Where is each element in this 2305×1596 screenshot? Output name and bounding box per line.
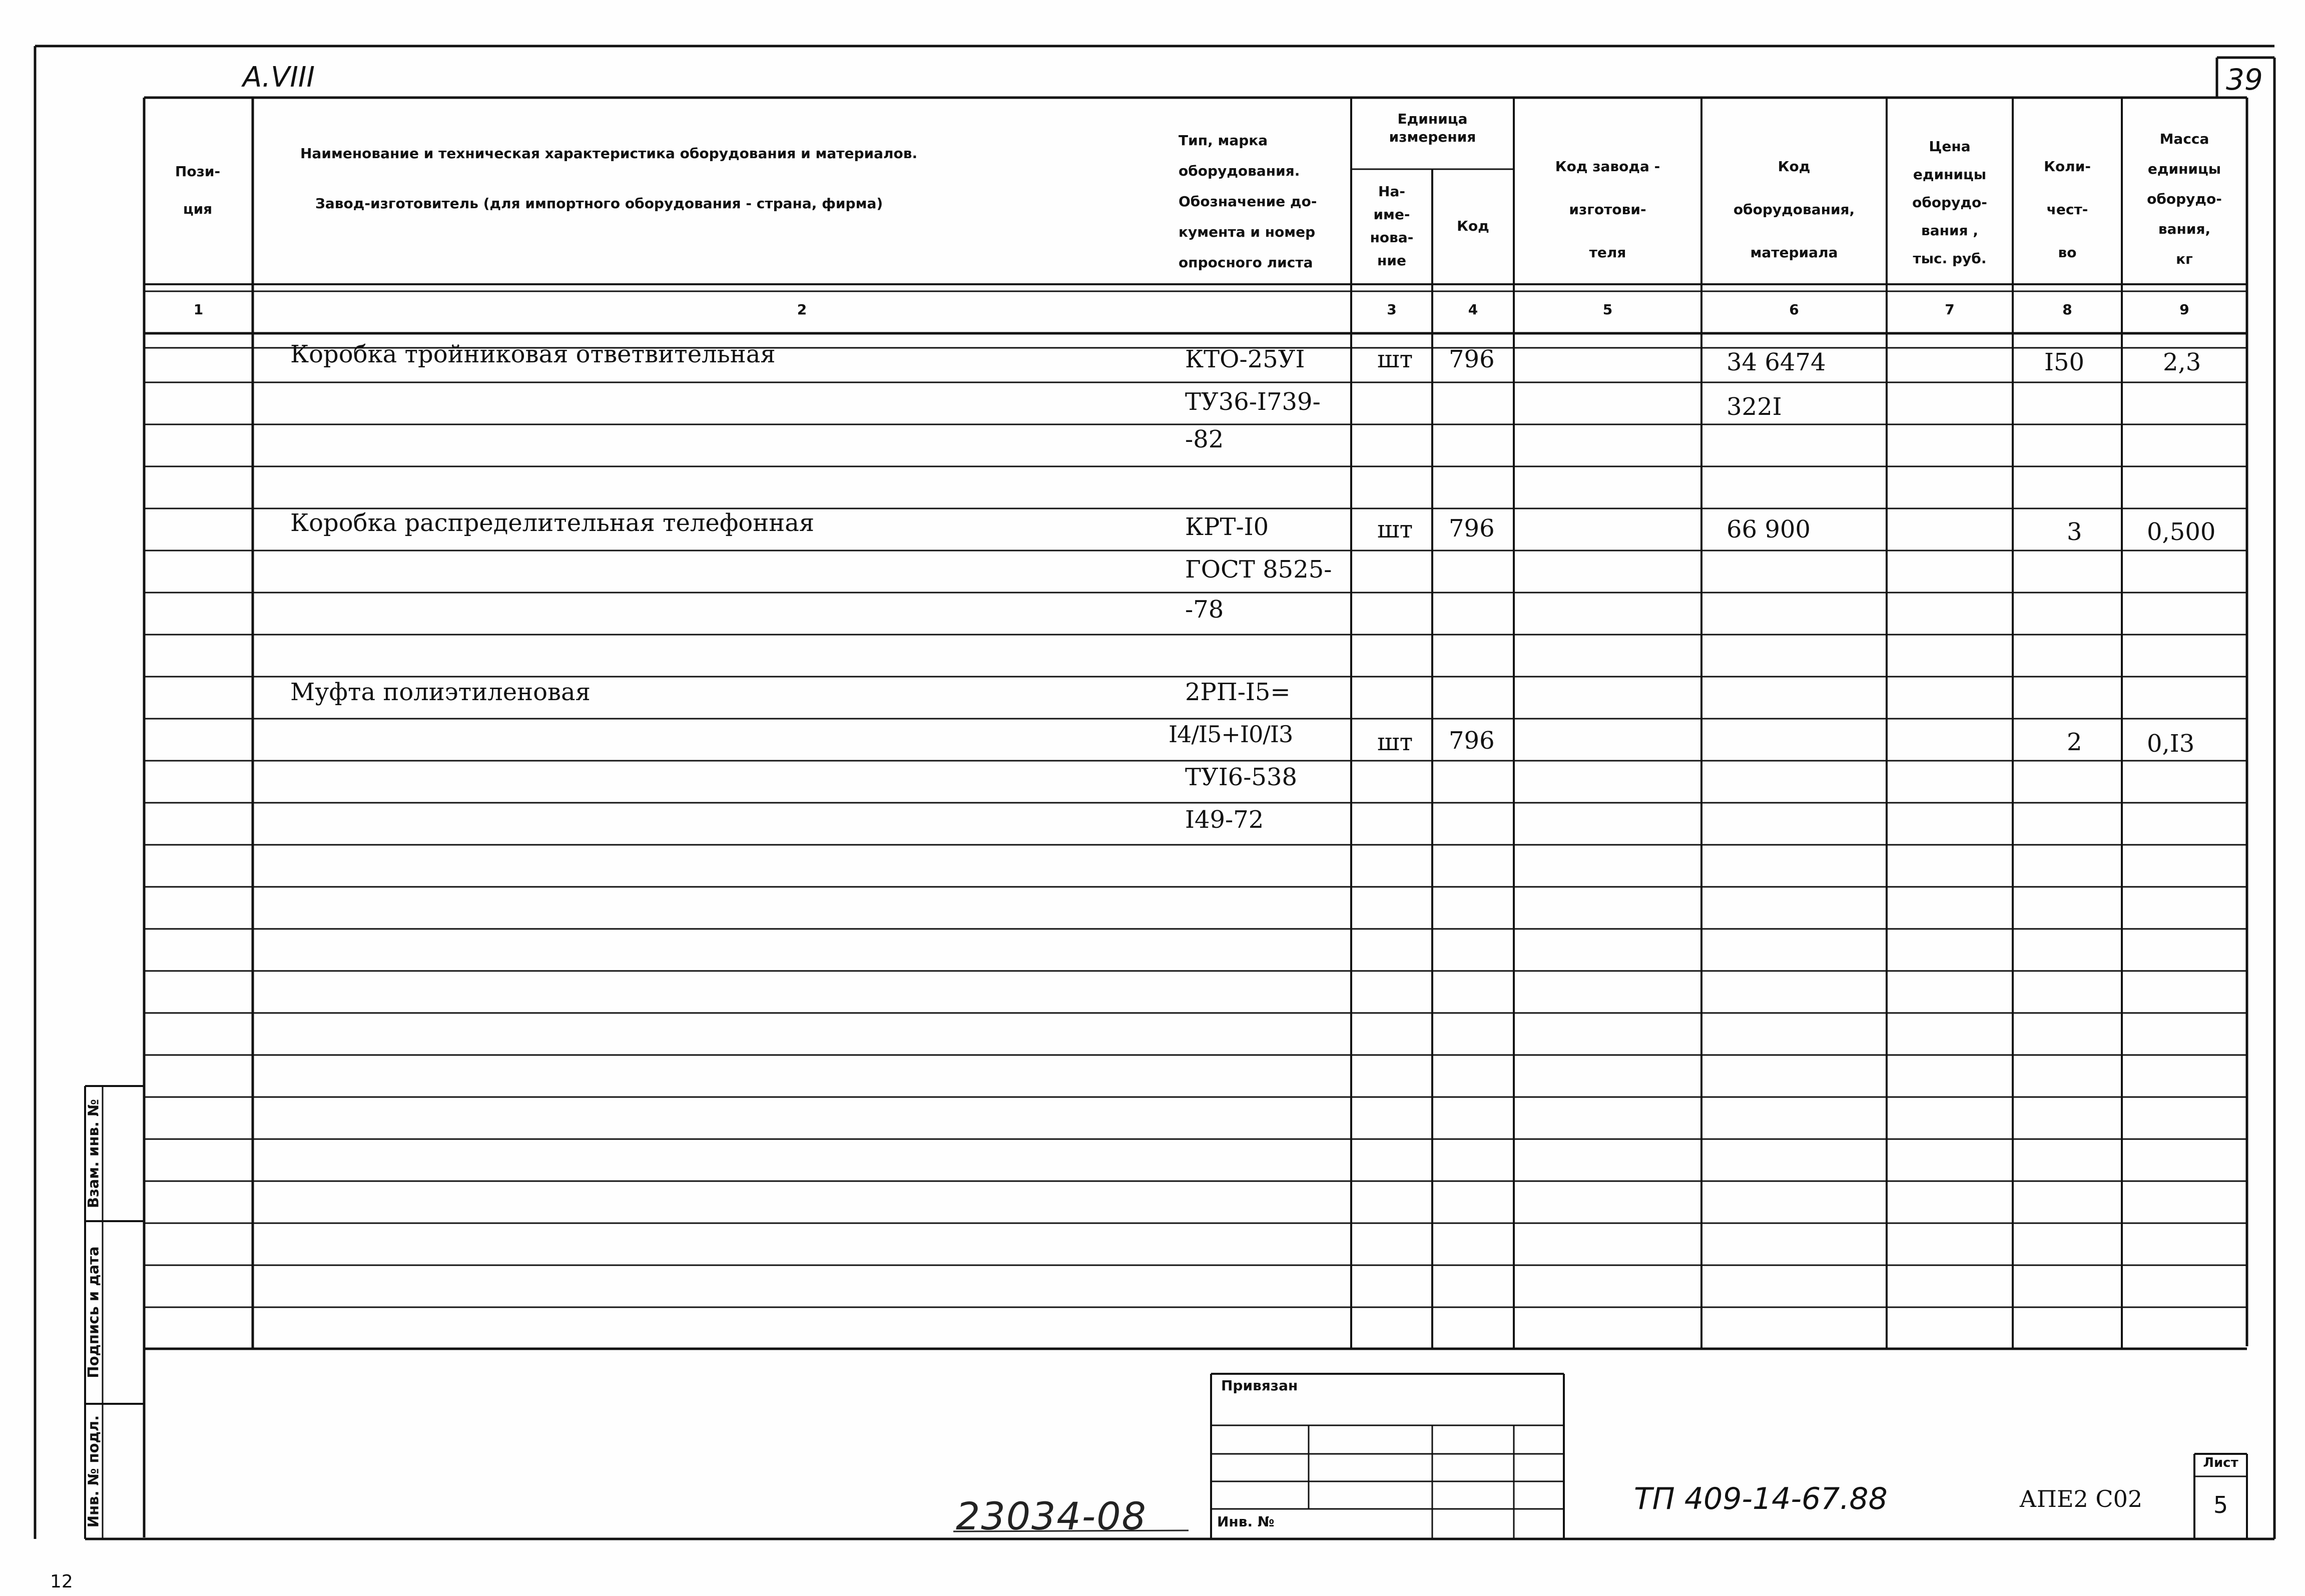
header-mass: Масса единицы оборудо- вания, кг — [2147, 131, 2222, 267]
row-item-name: Коробка распределительная телефонная — [290, 509, 815, 537]
row-item-name: Коробка тройниковая ответвительная — [290, 340, 776, 368]
header-price: Цена единицы оборудо- вания , тыс. руб. — [1912, 138, 1987, 267]
row-item-type: -78 — [1185, 596, 1224, 624]
column-number: 7 — [1945, 301, 1955, 318]
row-item-unit-code: 796 — [1449, 345, 1495, 373]
row-item-quantity: 3 — [2067, 518, 2082, 546]
handwritten-code: 23034-08 — [956, 1494, 1147, 1538]
album-code: АПЕ2 С02 — [2019, 1485, 2143, 1512]
row-item-unit: шт — [1377, 345, 1413, 373]
header-equipment-code: Код оборудования, материала — [1733, 158, 1855, 261]
stamp-original-inv: Инв. № подл. — [85, 1415, 102, 1528]
row-item-type: КРТ-I0 — [1185, 513, 1269, 541]
row-item-unit: шт — [1377, 515, 1413, 544]
row-item-equipment-code: 34 6474 — [1726, 348, 1826, 376]
row-item-mass: 2,3 — [2163, 348, 2201, 376]
column-number: 4 — [1468, 301, 1478, 318]
header-quantity: Коли- чест- во — [2044, 158, 2091, 261]
row-item-equipment-code: 322I — [1726, 393, 1782, 421]
row-item-type: ТУ36-I739- — [1185, 388, 1321, 416]
row-item-mass: 0,500 — [2147, 518, 2216, 546]
row-item-unit-code: 796 — [1449, 727, 1495, 755]
attached-label: Привязан — [1221, 1377, 1298, 1394]
row-item-type: 2РП-I5= — [1185, 678, 1291, 706]
stamp-signature-date: Подпись и дата — [85, 1246, 102, 1378]
column-number: 2 — [797, 301, 807, 318]
bottom-left-mark: 12 — [50, 1571, 73, 1592]
row-item-unit: шт — [1377, 728, 1413, 756]
row-item-type: I49-72 — [1185, 806, 1264, 834]
header-unit-code: Код — [1457, 218, 1489, 234]
document-code: ТП 409-14-67.88 — [1634, 1481, 1888, 1516]
column-number: 8 — [2062, 301, 2072, 318]
row-item-type: КТО-25УI — [1185, 345, 1305, 373]
row-item-quantity: I50 — [2044, 348, 2085, 376]
header-manufacturer: Завод-изготовитель (для импортного оборудования - страна, фирма) — [315, 195, 883, 212]
header-type: Тип, марка оборудования. Обозначение до- кумента и номер опросного листа — [1179, 132, 1317, 271]
header-unit-name: На- име- нова- ние — [1370, 183, 1414, 269]
header-name: Наименование и техническая характеристика оборудования и материалов. — [300, 145, 918, 162]
column-number: 5 — [1602, 301, 1613, 318]
row-item-mass: 0,I3 — [2147, 730, 2195, 758]
row-item-type: -82 — [1185, 425, 1224, 453]
row-item-unit-code: 796 — [1449, 514, 1495, 543]
row-item-type: I4/I5+I0/I3 — [1169, 721, 1293, 748]
row-item-name: Муфта полиэтиленовая — [290, 678, 591, 706]
header-position: Пози- ция — [175, 163, 221, 217]
column-number: 9 — [2179, 301, 2189, 318]
row-item-equipment-code: 66 900 — [1726, 515, 1811, 544]
page-number: 39 — [2226, 63, 2263, 97]
header-unit-group: Единица измерения — [1389, 111, 1476, 145]
sheet-number: 5 — [2213, 1491, 2228, 1518]
header-plant-code: Код завода - изготови- теля — [1555, 158, 1660, 261]
row-item-quantity: 2 — [2067, 728, 2082, 756]
inv-number-label: Инв. № — [1217, 1513, 1275, 1530]
column-number: 6 — [1789, 301, 1799, 318]
row-item-type: ГОСТ 8525- — [1185, 556, 1332, 584]
stamp-replacement-inv: Взам. инв. № — [85, 1099, 102, 1209]
sheet-label: Лист — [2203, 1455, 2238, 1470]
corner-mark: А.VIII — [243, 61, 315, 94]
column-number: 1 — [193, 301, 204, 318]
row-item-type: ТУI6-538 — [1185, 763, 1298, 791]
column-number: 3 — [1387, 301, 1397, 318]
